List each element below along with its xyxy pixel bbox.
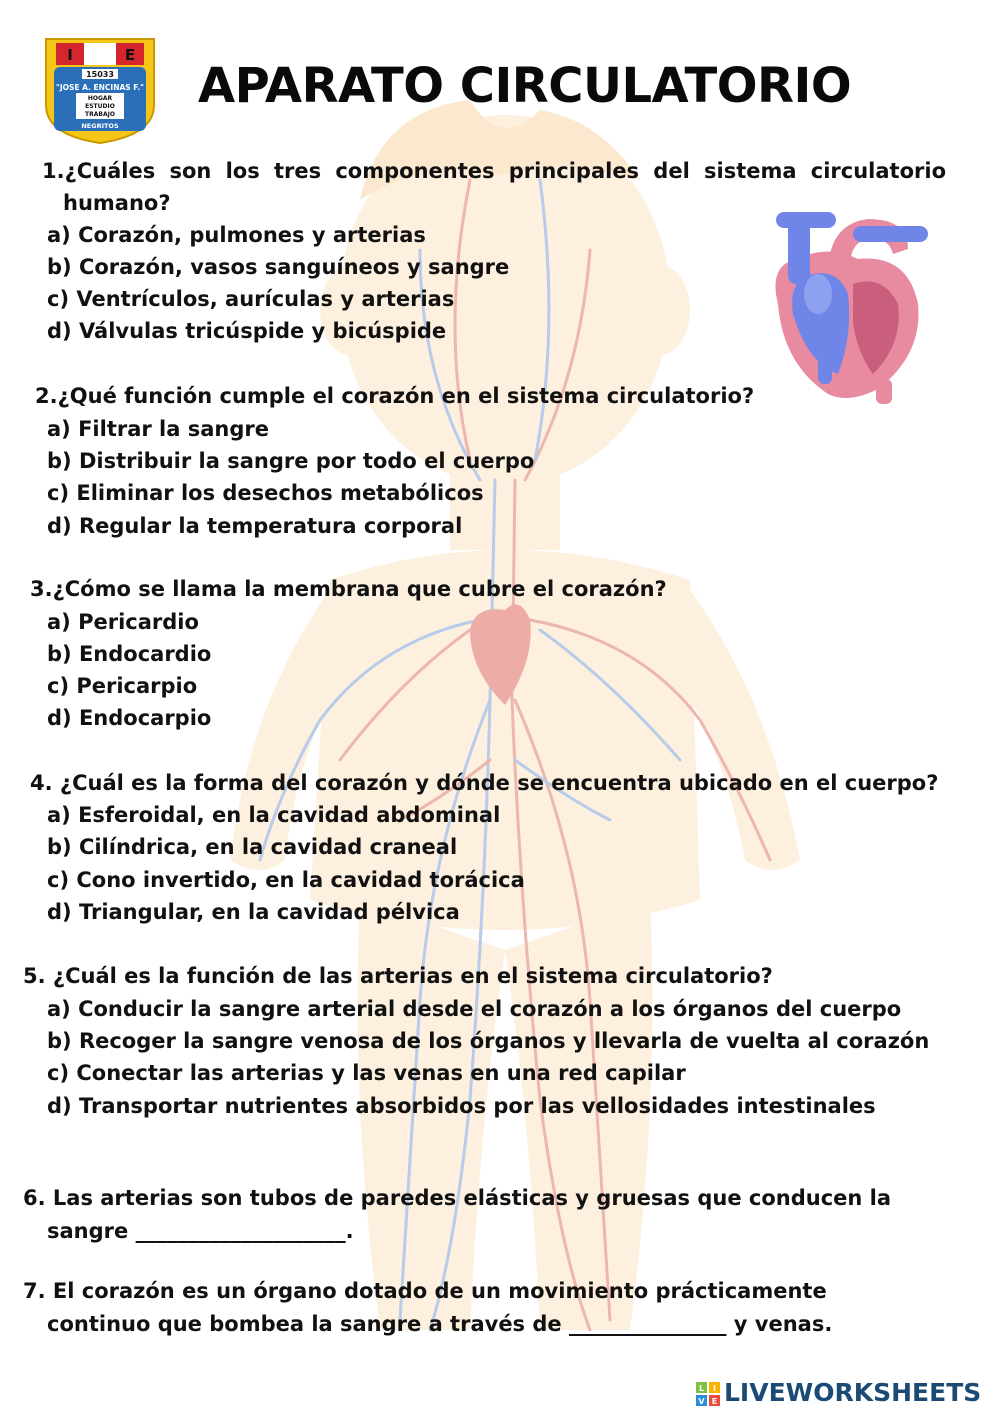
- logo-number: 15033: [86, 70, 114, 79]
- question-2-option-c[interactable]: c) Eliminar los desechos metabólicos: [47, 481, 484, 505]
- question-4-option-a[interactable]: a) Esferoidal, en la cavidad abdominal: [47, 803, 501, 827]
- question-2-option-a[interactable]: a) Filtrar la sangre: [47, 417, 269, 441]
- question-1-text-cont: humano?: [63, 191, 171, 215]
- question-4-option-d[interactable]: d) Triangular, en la cavidad pélvica: [47, 900, 460, 924]
- liveworksheets-brand-text[interactable]: LIVEWORKSHEETS: [724, 1378, 982, 1407]
- logo-letter-i: I: [713, 1384, 716, 1393]
- question-3-option-b[interactable]: b) Endocardio: [47, 642, 212, 666]
- liveworksheets-logo-icon: [696, 1382, 720, 1406]
- logo-place: NEGRITOS: [81, 122, 119, 130]
- question-3-option-d[interactable]: d) Endocarpio: [47, 706, 212, 730]
- question-3-option-c[interactable]: c) Pericarpio: [47, 674, 198, 698]
- question-4-option-b[interactable]: b) Cilíndrica, en la cavidad craneal: [47, 835, 458, 859]
- question-4-text: 4. ¿Cuál es la forma del corazón y dónde se encuentra ubicado en el cuerpo?: [30, 771, 939, 795]
- question-1-option-d[interactable]: d) Válvulas tricúspide y bicúspide: [47, 319, 447, 343]
- logo-flag-right: E: [124, 46, 136, 64]
- logo-letter-v: V: [698, 1397, 705, 1406]
- logo-flag-left: I: [67, 46, 73, 64]
- question-5-option-d[interactable]: d) Transportar nutrientes absorbidos por las vellosidades intestinales: [47, 1094, 876, 1118]
- question-5-option-b[interactable]: b) Recoger la sangre venosa de los órganos y llevarla de vuelta al corazón: [47, 1029, 930, 1053]
- logo-motto-2: ESTUDIO: [85, 103, 115, 110]
- question-7-blank-line[interactable]: continuo que bombea la sangre a través de _______________ y venas.: [47, 1312, 833, 1336]
- logo-motto-1: HOGAR: [87, 95, 113, 102]
- question-6-text: 6. Las arterias son tubos de paredes elásticas y gruesas que conducen la: [23, 1186, 892, 1210]
- question-4-option-c[interactable]: c) Cono invertido, en la cavidad torácica: [47, 868, 525, 892]
- question-5-option-a[interactable]: a) Conducir la sangre arterial desde el corazón a los órganos del cuerpo: [47, 997, 902, 1021]
- question-2-option-d[interactable]: d) Regular la temperatura corporal: [47, 514, 463, 538]
- question-3-option-a[interactable]: a) Pericardio: [47, 610, 199, 634]
- question-5-option-c[interactable]: c) Conectar las arterias y las venas en una red capilar: [47, 1061, 686, 1085]
- question-1-option-a[interactable]: a) Corazón, pulmones y arterias: [47, 223, 426, 247]
- question-2-option-b[interactable]: b) Distribuir la sangre por todo el cuerpo: [47, 449, 535, 473]
- logo-letter-l: L: [698, 1384, 705, 1393]
- logo-letter-e: E: [711, 1397, 718, 1406]
- logo-motto-3: TRABAJO: [85, 111, 115, 118]
- question-1-text: 1.¿Cuáles son los tres componentes principales del sistema circulatorio: [42, 159, 946, 183]
- question-5-text: 5. ¿Cuál es la función de las arterias en el sistema circulatorio?: [23, 964, 773, 988]
- question-7-text: 7. El corazón es un órgano dotado de un movimiento prácticamente: [23, 1279, 827, 1303]
- question-1-option-b[interactable]: b) Corazón, vasos sanguíneos y sangre: [47, 255, 510, 279]
- question-3-text: 3.¿Cómo se llama la membrana que cubre el corazón?: [30, 577, 667, 601]
- heart-anatomy-icon: [758, 204, 934, 408]
- school-crest-logo: [42, 35, 158, 145]
- logo-school-name: "JOSE A. ENCINAS F.": [55, 83, 145, 92]
- question-2-text: 2.¿Qué función cumple el corazón en el sistema circulatorio?: [35, 384, 755, 408]
- question-6-blank-line[interactable]: sangre ____________________.: [47, 1219, 354, 1243]
- page-title: APARATO CIRCULATORIO: [198, 58, 852, 114]
- question-1-option-c[interactable]: c) Ventrículos, aurículas y arterias: [47, 287, 455, 311]
